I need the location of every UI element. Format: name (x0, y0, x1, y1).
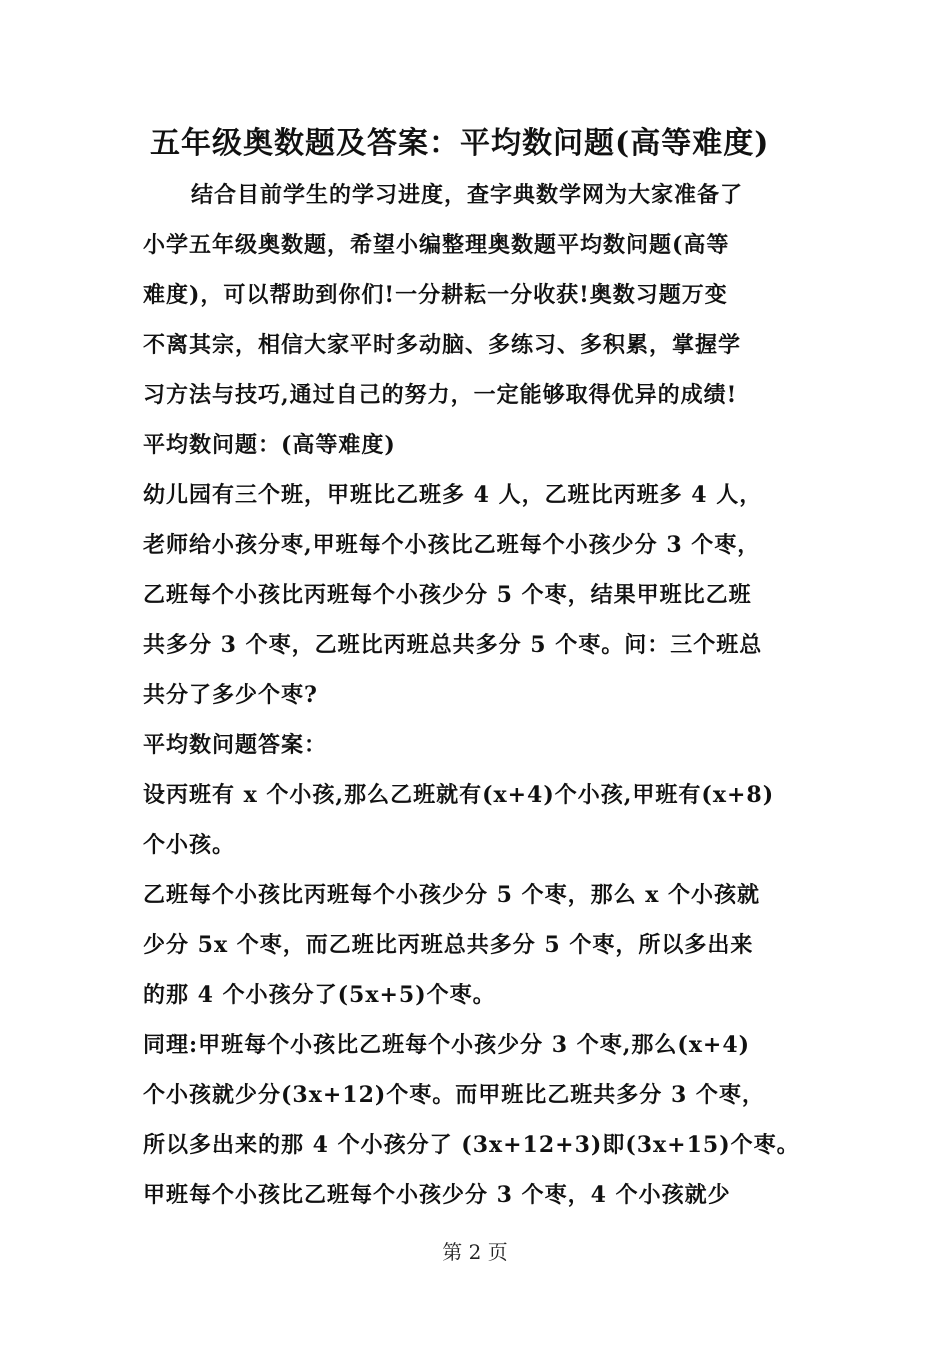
question-line: 乙班每个小孩比丙班每个小孩少分 5 个枣，结果甲班比乙班 (143, 582, 752, 608)
answer-line: 个小孩。 (143, 832, 236, 858)
answer-paragraph-2 (143, 870, 808, 1020)
answer-heading-block (143, 720, 808, 770)
answer-line: 同理:甲班每个小孩比乙班每个小孩少分 3 个枣,那么(x+4) (143, 1032, 751, 1058)
intro-line: 习方法与技巧,通过自己的努力，一定能够取得优异的成绩! (143, 382, 738, 408)
page-title: 五年级奥数题及答案：平均数问题(高等难度) (150, 126, 770, 161)
document-body (143, 170, 808, 1220)
answer-line: 的那 4 个小孩分了(5x+5)个枣。 (143, 982, 496, 1008)
answer-paragraph-3 (143, 1020, 808, 1220)
intro-line: 结合目前学生的学习进度，查字典数学网为大家准备了 (191, 182, 744, 208)
answer-line: 设丙班有 x 个小孩,那么乙班就有(x+4)个小孩,甲班有(x+8) (143, 782, 775, 808)
intro-line: 不离其宗，相信大家平时多动脑、多练习、多积累，掌握学 (143, 332, 742, 358)
answer-line: 甲班每个小孩比乙班每个小孩少分 3 个枣，4 个小孩就少 (143, 1182, 731, 1208)
question-line: 幼儿园有三个班，甲班比乙班多 4 人，乙班比丙班多 4 人， (143, 482, 763, 508)
intro-line: 难度)，可以帮助到你们!一分耕耘一分收获!奥数习题万变 (143, 282, 728, 308)
answer-line: 所以多出来的那 4 个小孩分了 (3x+12+3)即(3x+15)个枣。 (143, 1132, 800, 1158)
question-heading: 平均数问题：(高等难度) (143, 432, 396, 458)
question-line: 老师给小孩分枣,甲班每个小孩比乙班每个小孩少分 3 个枣， (143, 532, 761, 558)
question-line: 共多分 3 个枣，乙班比丙班总共多分 5 个枣。问：三个班总 (143, 632, 763, 658)
answer-paragraph-1 (143, 770, 808, 870)
question-line: 共分了多少个枣? (143, 682, 318, 708)
question-heading-block (143, 420, 808, 470)
question-paragraph (143, 470, 808, 720)
answer-line: 个小孩就少分(3x+12)个枣。而甲班比乙班共多分 3 个枣， (143, 1082, 765, 1108)
intro-paragraph (143, 170, 808, 420)
page-number: 第 2 页 (442, 1240, 508, 1264)
answer-heading: 平均数问题答案： (143, 732, 328, 758)
answer-line: 乙班每个小孩比丙班每个小孩少分 5 个枣，那么 x 个小孩就 (143, 882, 761, 908)
intro-line: 小学五年级奥数题，希望小编整理奥数题平均数问题(高等 (143, 232, 730, 258)
answer-line: 少分 5x 个枣，而乙班比丙班总共多分 5 个枣，所以多出来 (143, 932, 754, 958)
